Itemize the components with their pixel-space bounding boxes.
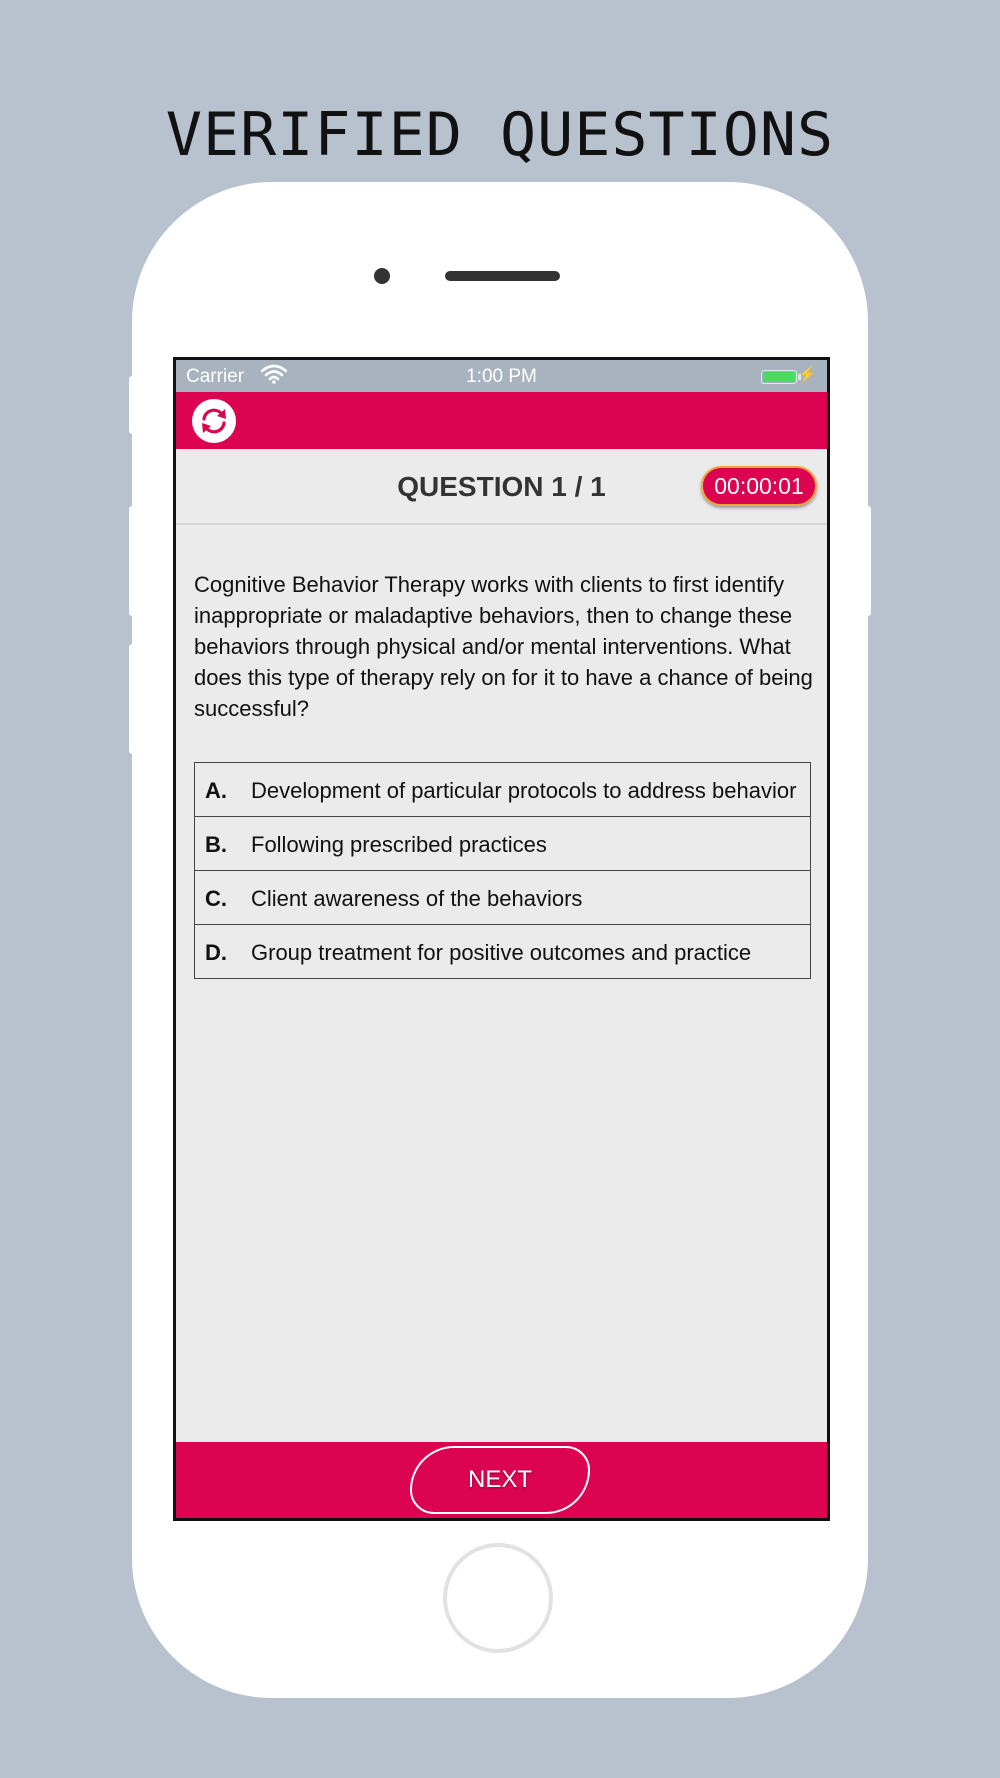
answer-list [194, 762, 811, 979]
lightning-bolt-icon: ⚡ [798, 366, 817, 383]
answer-letter: C. [205, 886, 227, 911]
answer-letter: A. [205, 778, 227, 803]
answer-option-c[interactable] [195, 871, 810, 925]
status-time: 1:00 PM [466, 366, 537, 387]
answer-letter: D. [205, 940, 227, 965]
answer-option-a[interactable] [195, 763, 810, 817]
earpiece-speaker [445, 271, 560, 281]
question-header [176, 449, 827, 525]
answer-option-b[interactable] [195, 817, 810, 871]
answer-text: Group treatment for positive outcomes and practice [251, 940, 752, 965]
phone-screen [173, 357, 830, 1521]
answer-letter: B. [205, 832, 227, 857]
status-bar [176, 360, 827, 392]
refresh-icon [198, 405, 230, 437]
app-bar [176, 392, 827, 449]
home-button[interactable] [443, 1543, 553, 1653]
next-button[interactable]: NEXT [410, 1446, 590, 1514]
footer-bar [176, 1442, 827, 1518]
battery-icon [761, 370, 797, 384]
answer-text: Client awareness of the behaviors [251, 886, 583, 911]
battery-fill [763, 372, 795, 382]
timer-badge: 00:00:01 [701, 466, 817, 506]
front-camera [374, 268, 390, 284]
headline: VERIFIED QUESTIONS [165, 100, 835, 170]
answer-text: Development of particular protocols to address behavior [251, 778, 797, 803]
answer-option-d[interactable] [195, 925, 810, 978]
carrier-label: Carrier [186, 366, 245, 387]
answer-text: Following prescribed practices [251, 832, 547, 857]
question-counter: QUESTION 1 / 1 [397, 471, 606, 502]
refresh-button[interactable] [192, 399, 236, 443]
question-text: Cognitive Behavior Therapy works with clients to first identify inappropriate or maladaptive behaviors, then to change these behaviors through physical and/or mental interventions. What does this type of therapy rely on for it to have a chance of being successful? [194, 572, 813, 721]
